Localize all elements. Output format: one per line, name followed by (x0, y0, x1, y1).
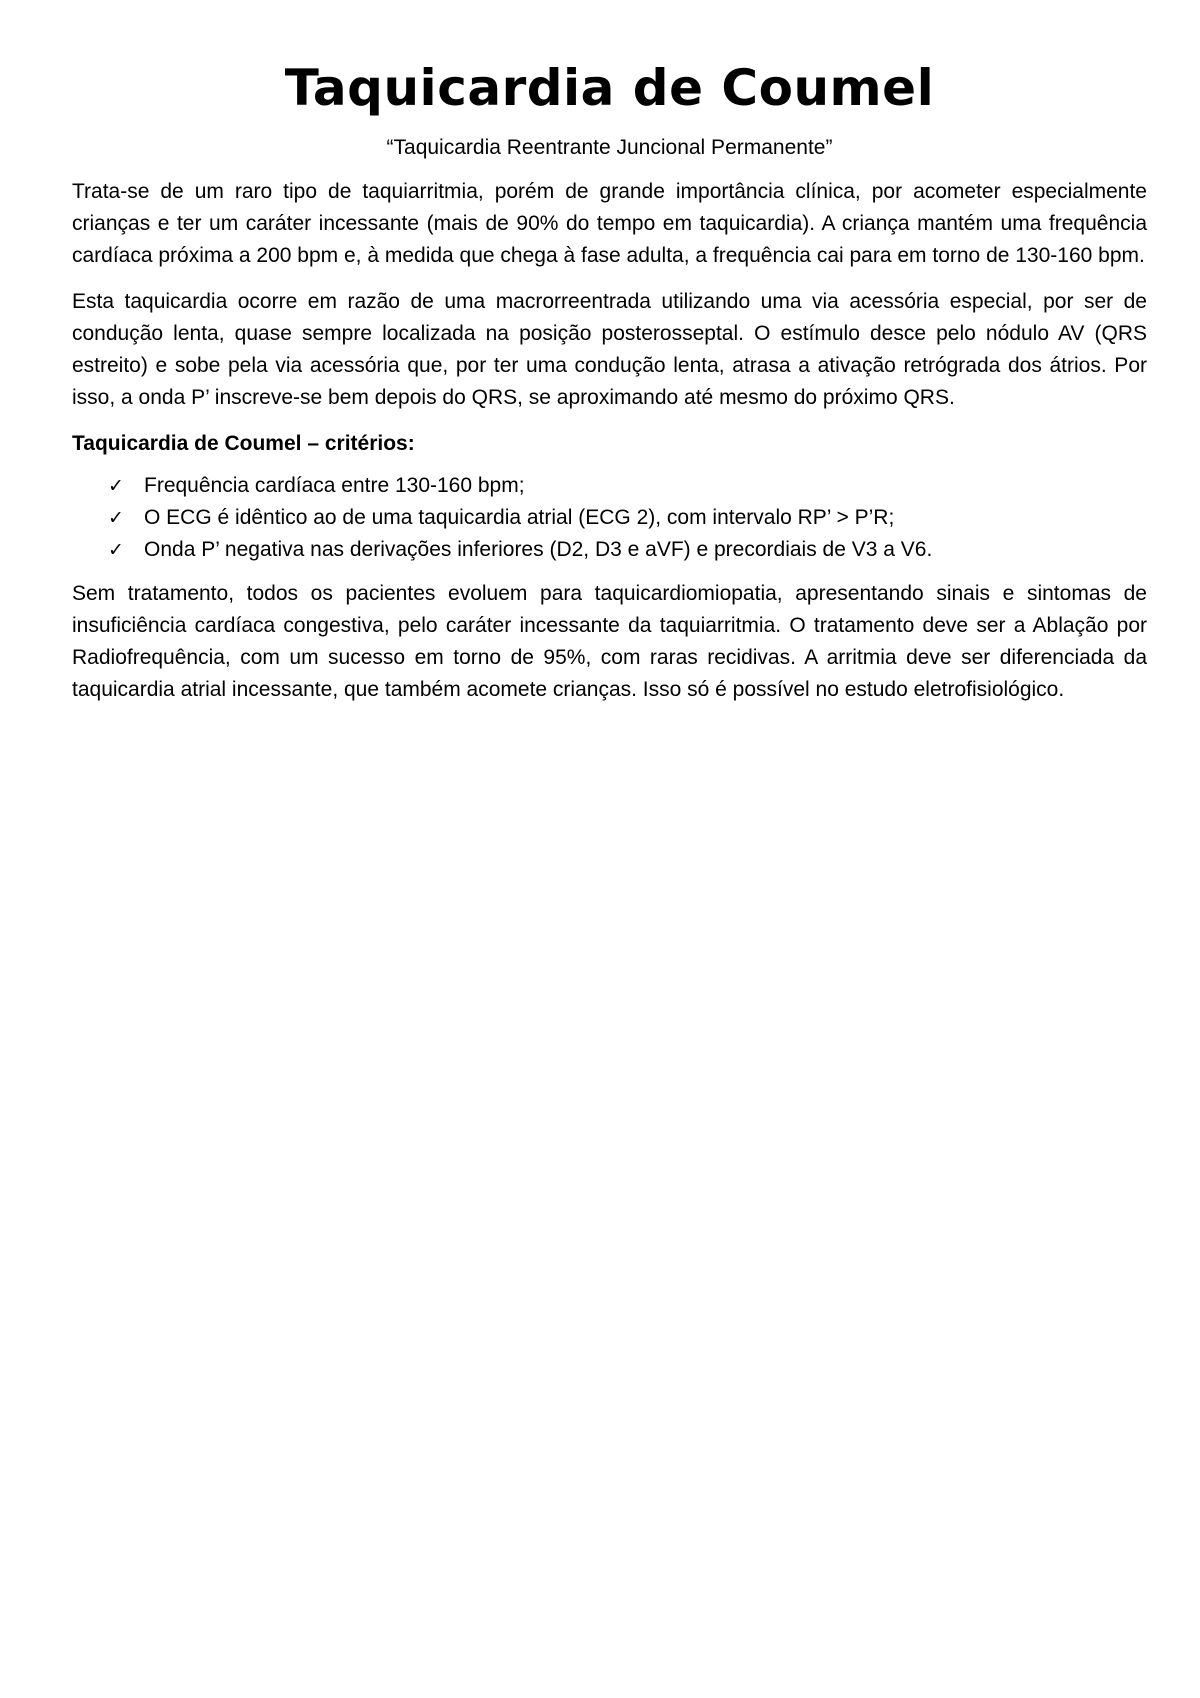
checkmark-icon: ✓ (108, 539, 124, 561)
paragraph-intro: Trata-se de um raro tipo de taquiarritmia, porém de grande importância clínica, por acometer especialmente crianças e ter um caráter incessante (mais de 90% do tempo em taquicardia). A criança mantém uma frequência cardíaca próxima a 200 bpm e, à medida que chega à fase adulta, a frequência cai para em torno de 130-160 bpm. (72, 180, 1147, 267)
list-item (72, 502, 1147, 534)
criterion-text: Frequência cardíaca entre 130-160 bpm; (144, 474, 525, 497)
criteria-heading: Taquicardia de Coumel – critérios: (72, 432, 415, 455)
checkmark-icon: ✓ (108, 507, 124, 529)
document-page (72, 52, 1147, 720)
criteria-list (72, 470, 1147, 566)
paragraph-treatment: Sem tratamento, todos os pacientes evoluem para taquicardiomiopatia, apresentando sinais e sintomas de insuficiência cardíaca congestiva, pelo caráter incessante da taquiarritmia. O tratamento deve ser a Ablação por Radiofrequência, com um sucesso em torno de 95%, com raras recidivas. A arritmia deve ser diferenciada da taquicardia atrial incessante, que também acomete crianças. Isso só é possível no estudo eletrofisiológico. (72, 582, 1147, 701)
criterion-text: O ECG é idêntico ao de uma taquicardia atrial (ECG 2), com intervalo RP’ > P’R; (144, 506, 895, 529)
document-title: Taquicardia de Coumel (284, 59, 935, 117)
document-subtitle: “Taquicardia Reentrante Juncional Permanente” (386, 136, 833, 159)
checkmark-icon: ✓ (108, 475, 124, 497)
list-item (72, 534, 1147, 566)
criterion-text: Onda P’ negativa nas derivações inferiores (D2, D3 e aVF) e precordiais de V3 a V6. (144, 538, 933, 561)
paragraph-mechanism: Esta taquicardia ocorre em razão de uma macrorreentrada utilizando uma via acessória especial, por ser de condução lenta, quase sempre localizada na posição posterosseptal. O estímulo desce pelo nódulo AV (QRS estreito) e sobe pela via acessória que, por ter uma condução lenta, atrasa a ativação retrógrada dos átrios. Por isso, a onda P’ inscreve-se bem depois do QRS, se aproximando até mesmo do próximo QRS. (72, 290, 1147, 409)
list-item (72, 470, 1147, 502)
